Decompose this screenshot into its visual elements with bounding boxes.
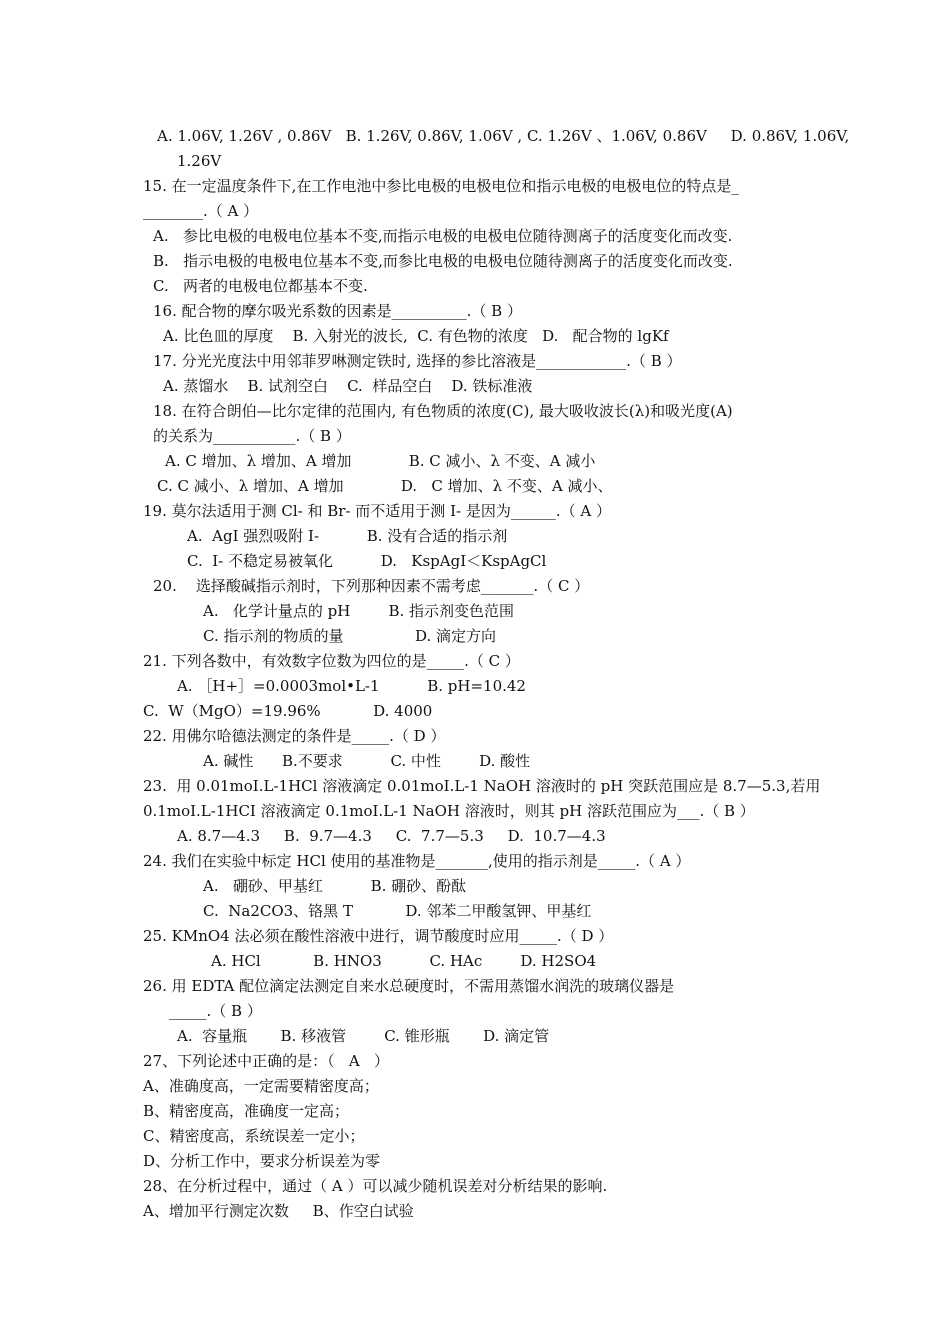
q27-option-a: A、准确度高，一定需要精密度高； xyxy=(143,1077,379,1095)
q15-option-a: A. 参比电极的电极电位基本不变,而指示电极的电极电位随待测离子的活度变化而改变. xyxy=(153,227,733,245)
q21-options-cd: C. W（MgO）=19.96% D. 4000 xyxy=(143,702,433,720)
q25-options: A. HCl B. HNO3 C. HAc D. H2SO4 xyxy=(211,952,597,970)
q15-question: 15. 在一定温度条件下,在工作电池中参比电极的电极电位和指示电极的电极电位的特点是_ xyxy=(143,177,739,195)
q22-question: 22. 用佛尔哈德法测定的条件是_____.（ D ） xyxy=(143,727,446,745)
q18-options-cd: C. C 减小、λ 增加、A 增加 D. C 增加、λ 不变、A 减小、 xyxy=(157,477,613,495)
q23-question: 23. 用 0.01moI.L-1HCl 溶液滴定 0.01moI.L-1 NaOH 溶液时的 pH 突跃范围应是 8.7—5.3,若用 xyxy=(143,777,821,795)
q27-option-d: D、分析工作中，要求分析误差为零 xyxy=(143,1152,381,1170)
q19-options-cd: C. I- 不稳定易被氧化 D. KspAgI＜KspAgCl xyxy=(187,552,547,570)
q24-options-ab: A. 硼砂、甲基红 B. 硼砂、酚酞 xyxy=(203,877,467,895)
q19-question: 19. 莫尔法适用于测 Cl- 和 Br- 而不适用于测 I- 是因为______.（ A ） xyxy=(143,502,611,520)
q21-options-ab: A. ［H+］=0.0003mol•L-1 B. pH=10.42 xyxy=(177,677,526,695)
q14-options-line: A. 1.06V, 1.26V , 0.86V B. 1.26V, 0.86V, 1.06V , C. 1.26V 、1.06V, 0.86V D. 0.86V, 1.06V, xyxy=(157,127,850,145)
q15-answer-blank: ________.（ A ） xyxy=(143,202,259,220)
q24-question: 24. 我们在实验中标定 HCl 使用的基准物是_______,使用的指示剂是_____.（ A ） xyxy=(143,852,691,870)
q27-question: 27、下列论述中正确的是：（ A ） xyxy=(143,1052,390,1070)
q15-option-c: C. 两者的电极电位都基本不变. xyxy=(153,277,368,295)
q28-question: 28、在分析过程中，通过（ A ）可以减少随机误差对分析结果的影响. xyxy=(143,1177,608,1195)
q15-option-b: B. 指示电极的电极电位基本不变,而参比电极的电极电位随待测离子的活度变化而改变. xyxy=(153,252,733,270)
q23-options: A. 8.7—4.3 B. 9.7—4.3 C. 7.7—5.3 D. 10.7—4.3 xyxy=(177,827,606,845)
q17-question: 17. 分光光度法中用邻菲罗啉测定铁时, 选择的参比溶液是____________.（ B ） xyxy=(153,352,682,370)
q20-options-ab: A. 化学计量点的 pH B. 指示剂变色范围 xyxy=(203,602,515,620)
q28-options: A、增加平行测定次数 B、作空白试验 xyxy=(143,1202,414,1220)
q21-question: 21. 下列各数中，有效数字位数为四位的是_____.（ C ） xyxy=(143,652,520,670)
q14-options-wrap: 1.26V xyxy=(177,152,222,170)
q22-options: A. 碱性 B.不要求 C. 中性 D. 酸性 xyxy=(203,752,531,770)
q16-options: A. 比色皿的厚度 B. 入射光的波长, C. 有色物的浓度 D. 配合物的 lgKf xyxy=(163,327,669,345)
q20-options-cd: C. 指示剂的物质的量 D. 滴定方向 xyxy=(203,627,497,645)
q27-option-c: C、精密度高，系统误差一定小； xyxy=(143,1127,365,1145)
q26-question: 26. 用 EDTA 配位滴定法测定自来水总硬度时，不需用蒸馏水润洗的玻璃仪器是 xyxy=(143,977,675,995)
q26-options: A. 容量瓶 B. 移液管 C. 锥形瓶 D. 滴定管 xyxy=(177,1027,550,1045)
q23-question-wrap: 0.1moI.L-1HCI 溶液滴定 0.1moI.L-1 NaOH 溶液时，则其 pH 溶跃范围应为___.（ B ） xyxy=(143,802,755,820)
q26-answer-blank: _____.（ B ） xyxy=(169,1002,262,1020)
q25-question: 25. KMnO4 法必须在酸性溶液中进行，调节酸度时应用_____.（ D ） xyxy=(143,927,614,945)
q19-options-ab: A. AgI 强烈吸附 I- B. 没有合适的指示剂 xyxy=(187,527,508,545)
q20-question: 20. 选择酸碱指示剂时，下列那种因素不需考虑_______.（ C ） xyxy=(153,577,590,595)
q18-question-wrap: 的关系为___________.（ B ） xyxy=(153,427,351,445)
q18-options-ab: A. C 增加、λ 增加、A 增加 B. C 减小、λ 不变、A 减小 xyxy=(165,452,596,470)
q24-options-cd: C. Na2CO3、铬黑 T D. 邻苯二甲酸氢钾、甲基红 xyxy=(203,902,592,920)
q27-option-b: B、精密度高，准确度一定高； xyxy=(143,1102,350,1120)
q18-question: 18. 在符合朗伯—比尔定律的范围内, 有色物质的浓度(C), 最大吸收波长(λ)和吸光度(A) xyxy=(153,402,733,420)
q16-question: 16. 配合物的摩尔吸光系数的因素是__________.（ B ） xyxy=(153,302,522,320)
q17-options: A. 蒸馏水 B. 试剂空白 C. 样品空白 D. 铁标准液 xyxy=(163,377,533,395)
